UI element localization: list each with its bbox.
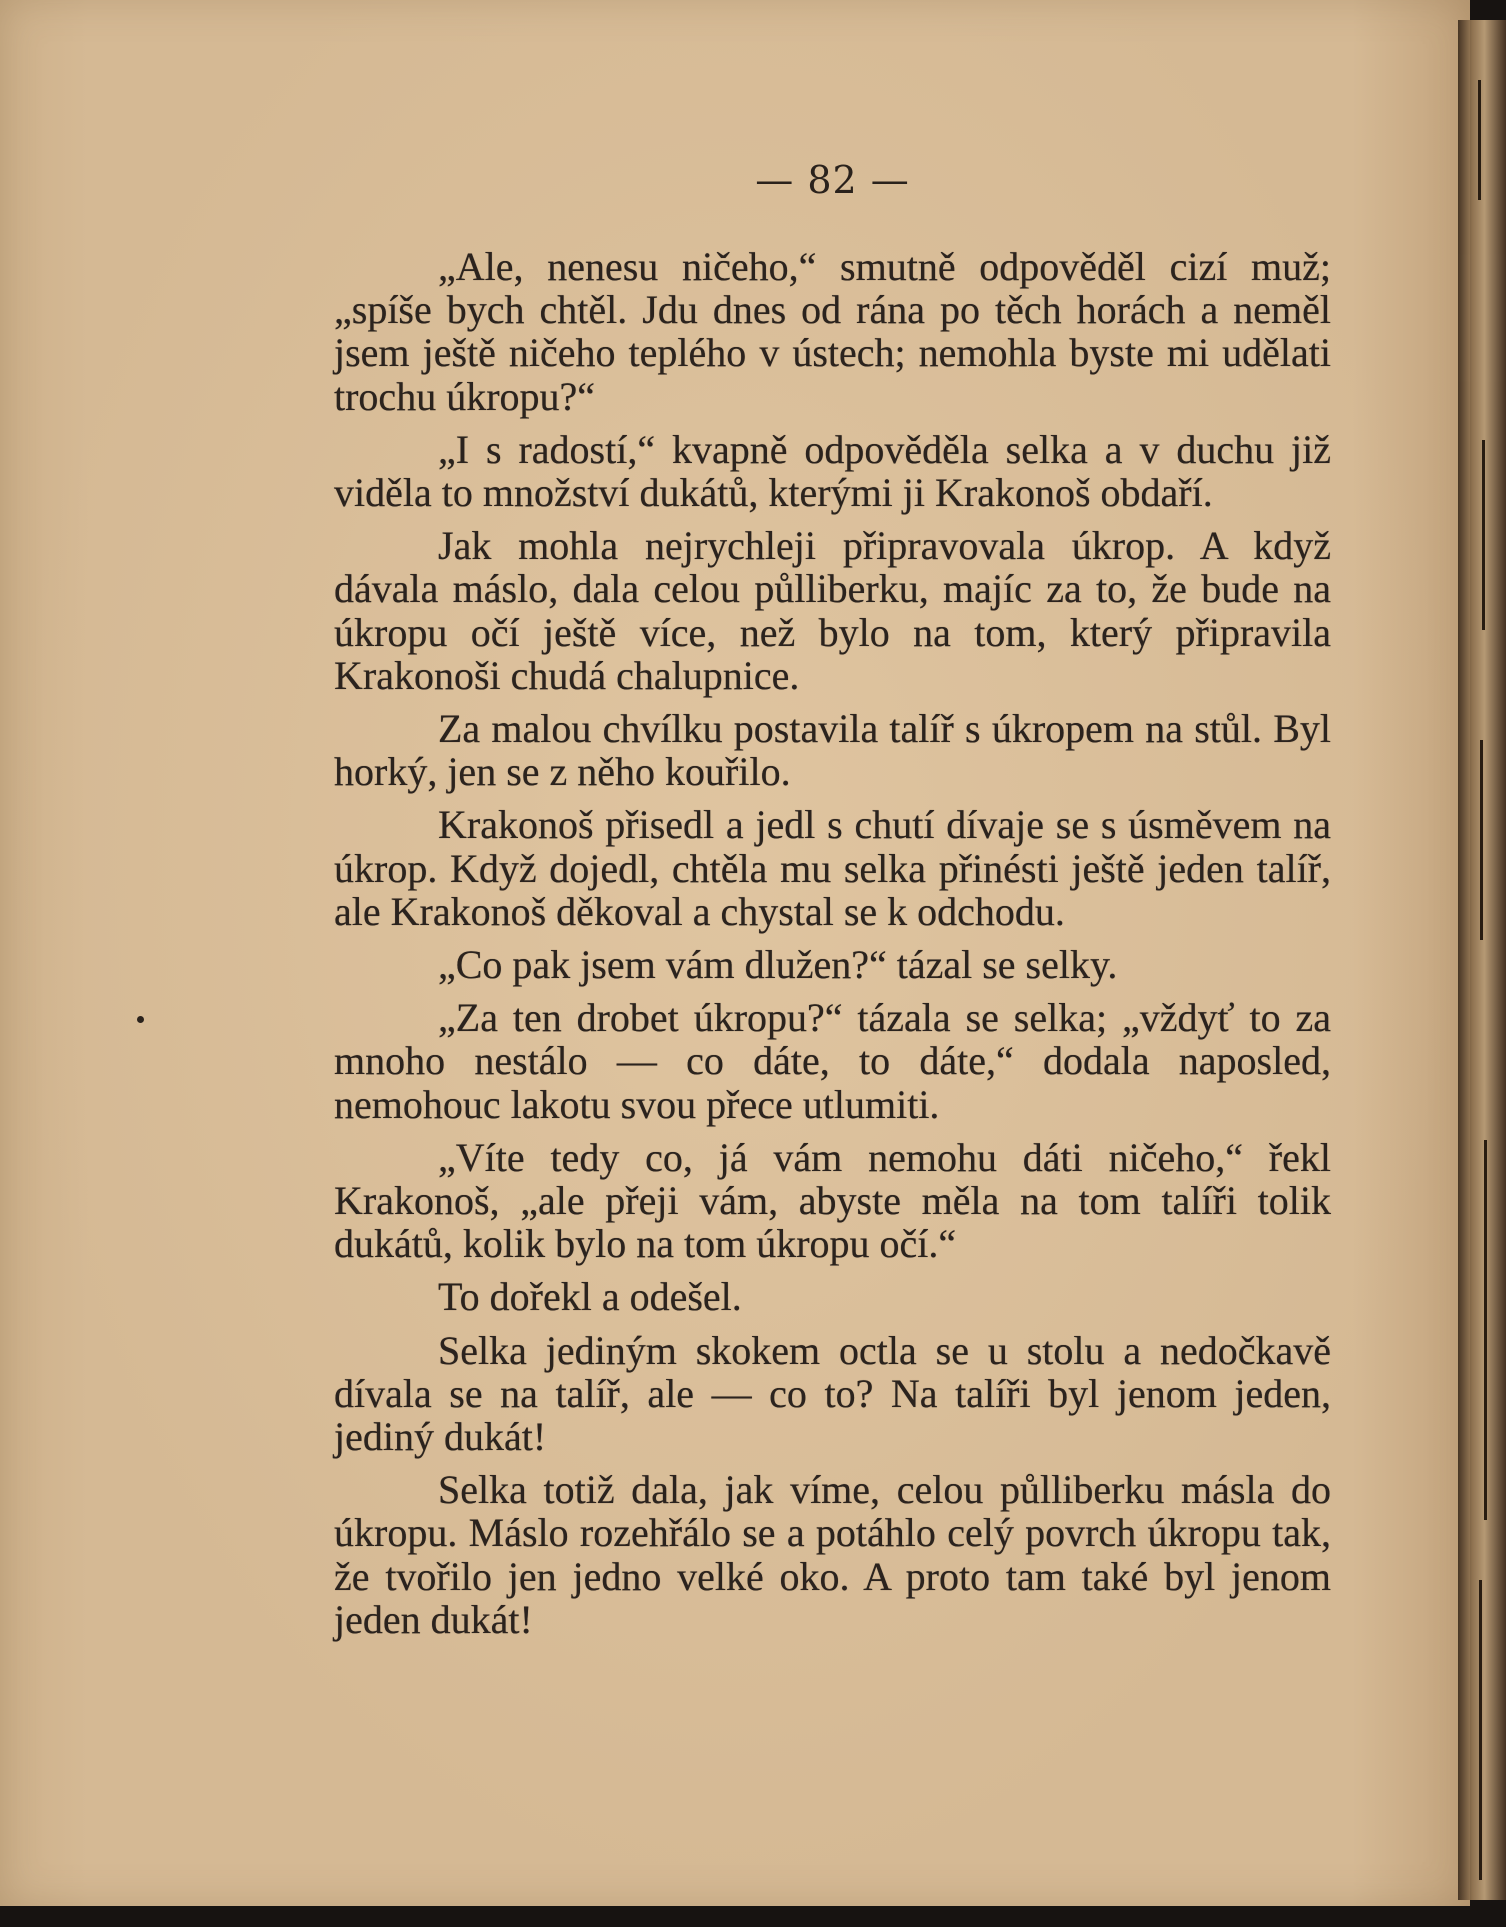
paragraph-11: Selka totiž dala, jak víme, celou půlliberku másla do úkropu. Máslo rozehřálo se a potáhlo celý povrch úkropu tak, že tvořilo jen jedno velké oko. A proto tam také byl jenom jeden dukát! — [334, 1467, 1331, 1642]
binding-mark — [1484, 1140, 1487, 1520]
paragraph-1: „Ale, nenesu ničeho,“ smutně odpověděl cizí muž; „spíše bych chtěl. Jdu dnes od rána po těch horách a neměl jsem ještě ničeho teplého v ústech; nemohla byste mi udělati trochu úkropu?“ — [334, 244, 1331, 419]
paragraph-10: Selka jediným skokem octla se u stolu a nedočkavě dívala se na talíř, ale — co to? Na talíři byl jenom jeden, jediný dukát! — [334, 1327, 1331, 1460]
book-binding-edge — [1458, 20, 1506, 1900]
paragraph-9: To dořekl a odešel. — [438, 1274, 742, 1320]
paragraph-8: „Víte tedy co, já vám nemohu dáti ničeho,“ řekl Krakonoš, „ale přeji vám, abyste měla na tom talíři tolik dukátů, kolik bylo na tom úkropu očí.“ — [334, 1134, 1331, 1267]
page-number: — 82 — — [755, 158, 910, 202]
paragraph-3: Jak mohla nejrychleji připravovala úkrop. A když dávala máslo, dala celou půlliberku, majíc za to, že bude na úkropu očí ještě více, než bylo na tom, který připravila Krakonoši chudá chalupnice. — [334, 523, 1331, 698]
story-text — [334, 245, 1331, 1641]
paragraph-7: „Za ten drobet úkropu?“ tázala se selka; „vždyť to za mnoho nestálo — co dáte, to dáte,“ dodala naposled, nemohouc lakotu svou přece utlumiti. — [334, 995, 1331, 1127]
binding-mark — [1478, 80, 1481, 200]
binding-mark — [1479, 1580, 1482, 1880]
binding-mark — [1480, 740, 1483, 940]
paragraph-2: „I s radostí,“ kvapně odpověděla selka a v duchu již viděla to množství dukátů, kterými ji Krakonoš obdaří. — [334, 426, 1331, 516]
paragraph-6: „Co pak jsem vám dlužen?“ tázal se selky. — [438, 942, 1118, 988]
paragraph-4: Za malou chvílku postavila talíř s úkropem na stůl. Byl horký, jen se z něho kouřilo. — [334, 706, 1331, 795]
ink-speck — [137, 1016, 144, 1023]
paragraph-5: Krakonoš přisedl a jedl s chutí dívaje se s úsměvem na úkrop. Když dojedl, chtěla mu selka přinésti ještě jeden talíř, ale Krakonoš děkoval a chystal se k odchodu. — [334, 802, 1331, 934]
binding-mark — [1482, 440, 1485, 630]
